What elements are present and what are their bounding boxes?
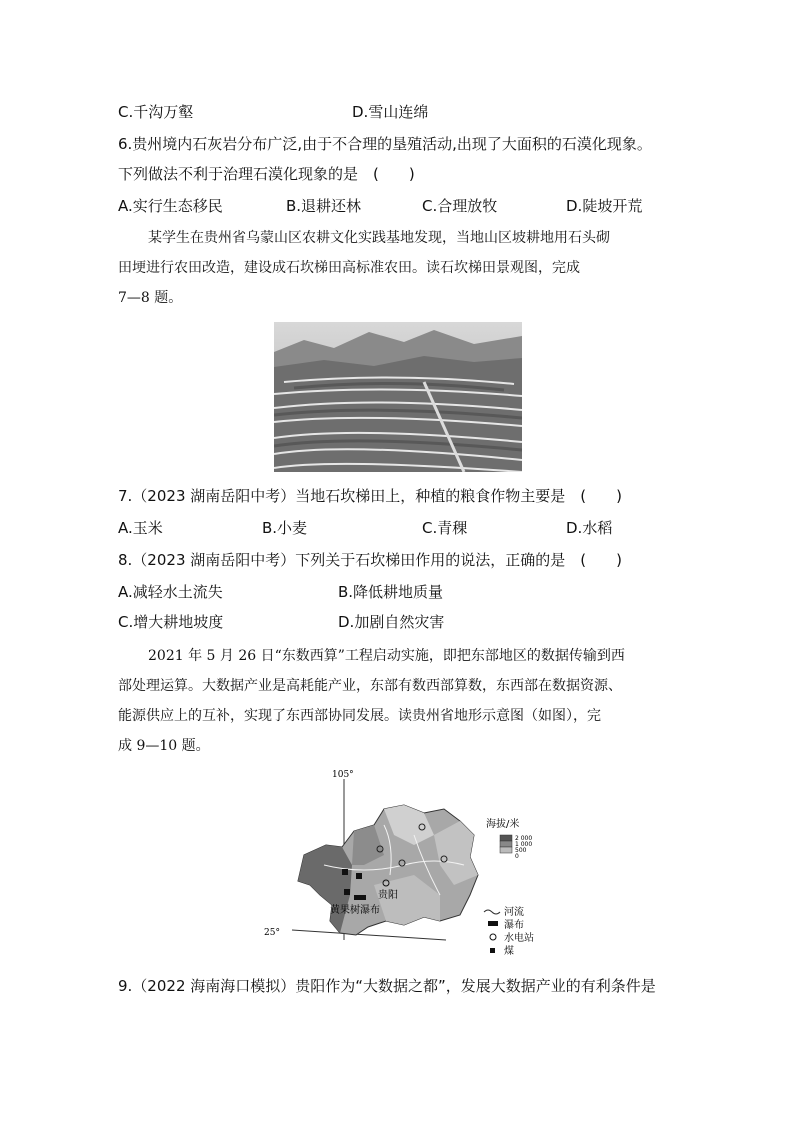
guizhou-terrain-map: [264, 765, 554, 965]
latitude-line: [292, 930, 446, 940]
q8-option-a: A.减轻水土流失: [118, 583, 223, 601]
legend-waterfall: 瀑布: [504, 920, 524, 931]
passage1-line3: 7—8 题。: [118, 290, 183, 306]
q5-option-c: C.千沟万壑: [118, 103, 194, 121]
passage2-line3: 能源供应上的互补，实现了东西部协同发展。读贵州省地形示意图（如图），完: [118, 708, 601, 724]
legend-elev-1000: 1 000: [515, 841, 533, 848]
passage2-line4: 成 9—10 题。: [118, 738, 210, 754]
passage1-line1: 某学生在贵州省乌蒙山区农耕文化实践基地发现，当地山区坡耕地用石头砌: [148, 230, 610, 246]
q7-option-b: B.小麦: [262, 519, 308, 537]
legend-elev-500: 500: [515, 847, 527, 854]
q6-option-b: B.退耕还林: [286, 197, 362, 215]
latitude-label: 25°: [264, 928, 280, 938]
q7-option-a: A.玉米: [118, 519, 163, 537]
legend-river: 河流: [504, 907, 524, 918]
passage1-line2: 田埂进行农田改造，建设成石坎梯田高标准农田。读石坎梯田景观图，完成: [118, 260, 580, 276]
q8-stem: 8.（2023 湖南岳阳中考）下列关于石坎梯田作用的说法，正确的是 ( ): [118, 551, 622, 569]
terrace-field-photo: [274, 322, 522, 472]
longitude-label: 105°: [332, 770, 354, 780]
guiyang-label: 贵阳: [378, 890, 398, 901]
river-legend-icon: [484, 910, 500, 914]
q6-option-c: C.合理放牧: [422, 197, 498, 215]
coal-legend-icon: [490, 948, 495, 953]
q8-option-c: C.增大耕地坡度: [118, 613, 224, 631]
legend-elev-0: 0: [515, 853, 519, 860]
q7-stem: 7.（2023 湖南岳阳中考）当地石坎梯田上，种植的粮食作物主要是 ( ): [118, 487, 622, 505]
legend-elev-2000: 2 000: [515, 835, 533, 842]
legend-title: 海拔/米: [486, 819, 520, 830]
legend-coal: 煤: [504, 946, 514, 957]
hydro-legend-icon: [490, 934, 496, 940]
q7-option-c: C.青稞: [422, 519, 468, 537]
q6-option-d: D.陡坡开荒: [566, 197, 643, 215]
waterfall-label: 黄果树瀑布: [330, 905, 380, 916]
passage2-line1: 2021 年 5 月 26 日“东数西算”工程启动实施，即把东部地区的数据传输到西: [148, 648, 625, 664]
q7-option-d: D.水稻: [566, 519, 613, 537]
passage2-line2: 部处理运算。大数据产业是高耗能产业，东部有数西部算数，东西部在数据资源、: [118, 678, 622, 694]
q8-option-d: D.加剧自然灾害: [338, 613, 445, 631]
q6-stem-line1: 6.贵州境内石灰岩分布广泛,由于不合理的垦殖活动,出现了大面积的石漠化现象。: [118, 135, 652, 153]
q6-stem-line2: 下列做法不利于治理石漠化现象的是 ( ): [118, 165, 415, 183]
q5-option-d: D.雪山连绵: [352, 103, 429, 121]
q8-option-b: B.降低耕地质量: [338, 583, 444, 601]
q9-stem: 9.（2022 海南海口模拟）贵阳作为“大数据之都”，发展大数据产业的有利条件是: [118, 977, 656, 995]
legend-hydro: 水电站: [504, 933, 534, 944]
waterfall-legend-icon: [488, 921, 498, 926]
q6-option-a: A.实行生态移民: [118, 197, 223, 215]
